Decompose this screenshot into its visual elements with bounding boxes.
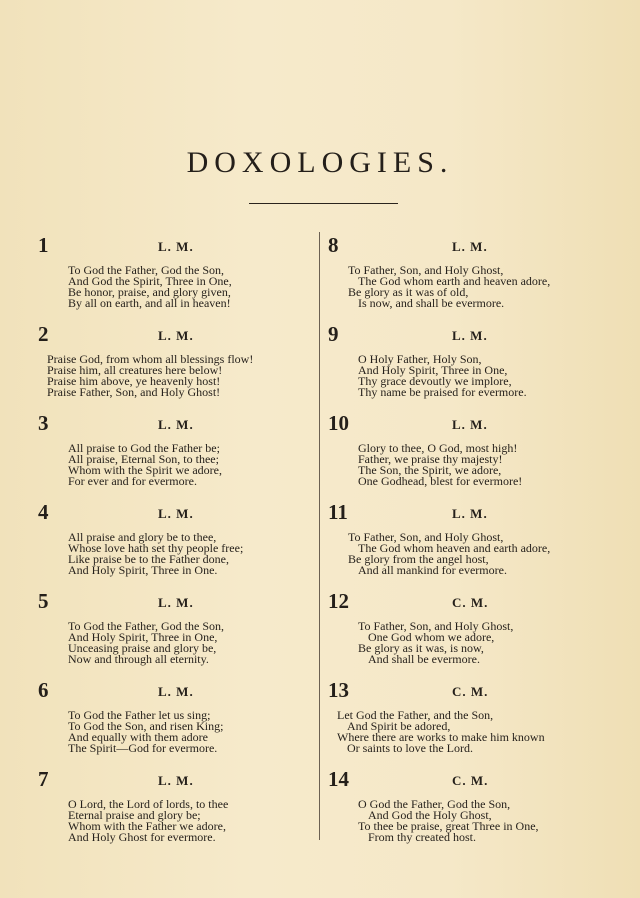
hymn-line: Whom with the Father we adore, <box>68 819 226 833</box>
hymn-line: O Holy Father, Holy Son, <box>358 352 482 366</box>
hymn-line: The God whom heaven and earth adore, <box>358 541 551 555</box>
hymn-line: The Son, the Spirit, we adore, <box>358 463 502 477</box>
hymn-line: Is now, and shall be evermore. <box>358 296 505 310</box>
hymn-line: To Father, Son, and Holy Ghost, <box>348 530 504 544</box>
hymn-line: And Holy Spirit, Three in One. <box>68 563 218 577</box>
hymn-meter: C. M. <box>452 773 489 788</box>
hymn-meter: C. M. <box>452 684 489 699</box>
hymn-line: All praise to God the Father be; <box>68 441 220 455</box>
hymn-meter: L. M. <box>452 506 488 521</box>
hymn-line: And all mankind for evermore. <box>358 563 507 577</box>
hymn-meter: L. M. <box>452 239 488 254</box>
hymn-line: All praise, Eternal Son, to thee; <box>68 452 219 466</box>
hymn-line: Let God the Father, and the Son, <box>337 708 494 722</box>
hymn-number: 8 <box>328 233 339 257</box>
hymn-line: Thy name be praised for evermore. <box>358 385 527 399</box>
hymn-number: 14 <box>328 767 349 791</box>
hymn-line: One God whom we adore, <box>368 630 495 644</box>
hymn-number: 7 <box>38 767 49 791</box>
hymn-line: Whom with the Spirit we adore, <box>68 463 222 477</box>
hymn-number: 2 <box>38 322 49 346</box>
hymn-line: And God the Holy Ghost, <box>368 808 492 822</box>
hymn-line: And God the Spirit, Three in One, <box>68 274 232 288</box>
hymn-line: To God the Son, and risen King; <box>68 719 224 733</box>
hymn-line: Like praise be to the Father done, <box>68 552 229 566</box>
hymn-number: 3 <box>38 411 49 435</box>
hymn-line: Father, we praise thy majesty! <box>358 452 503 466</box>
hymn-line: Be honor, praise, and glory given, <box>68 285 231 299</box>
hymn-line: To thee be praise, great Three in One, <box>358 819 539 833</box>
hymn-line: For ever and for evermore. <box>68 474 197 488</box>
hymn-meter: L. M. <box>452 417 488 432</box>
hymn-line: The God whom earth and heaven adore, <box>358 274 551 288</box>
hymn-line: Now and through all eternity. <box>68 652 209 666</box>
hymn-line: To Father, Son, and Holy Ghost, <box>358 619 514 633</box>
hymn-line: To Father, Son, and Holy Ghost, <box>348 263 504 277</box>
hymn-line: And Holy Spirit, Three in One, <box>68 630 218 644</box>
hymn-line: And shall be evermore. <box>368 652 480 666</box>
hymn-meter: L. M. <box>452 328 488 343</box>
hymn-number: 13 <box>328 678 349 702</box>
hymn-number: 6 <box>38 678 49 702</box>
column-divider <box>319 232 320 840</box>
hymn-line: And Holy Spirit, Three in One, <box>358 363 508 377</box>
hymn-meter: L. M. <box>158 417 194 432</box>
hymn-meter: C. M. <box>452 595 489 610</box>
hymn-line: To God the Father, God the Son, <box>68 619 224 633</box>
hymn-line: O God the Father, God the Son, <box>358 797 511 811</box>
hymn-meter: L. M. <box>158 328 194 343</box>
hymn-line: And Spirit be adored, <box>347 719 451 733</box>
hymn-line: Thy grace devoutly we implore, <box>358 374 512 388</box>
hymn-line: Be glory as it was, is now, <box>358 641 484 655</box>
hymn-meter: L. M. <box>158 773 194 788</box>
hymn-line: Glory to thee, O God, most high! <box>358 441 518 455</box>
hymn-line: Unceasing praise and glory be, <box>68 641 217 655</box>
hymn-line: Praise God, from whom all blessings flow! <box>47 352 254 366</box>
hymn-meter: L. M. <box>158 684 194 699</box>
hymn-line: O Lord, the Lord of lords, to thee <box>68 797 229 811</box>
hymn-number: 1 <box>38 233 49 257</box>
title-rule <box>249 203 398 204</box>
hymn-meter: L. M. <box>158 595 194 610</box>
hymn-meter: L. M. <box>158 239 194 254</box>
page-title: DOXOLOGIES. <box>186 146 454 179</box>
hymn-line: From thy created host. <box>368 830 476 844</box>
hymn-line: Be glory from the angel host, <box>348 552 489 566</box>
hymn-number: 5 <box>38 589 49 613</box>
hymn-line: Or saints to love the Lord. <box>347 741 473 755</box>
hymn-line: Praise him, all creatures here below! <box>47 363 223 377</box>
hymn-line: Whose love hath set thy people free; <box>68 541 244 555</box>
hymn-line: To God the Father let us sing; <box>68 708 211 722</box>
hymn-line: Praise Father, Son, and Holy Ghost! <box>47 385 221 399</box>
hymn-line: Be glory as it was of old, <box>348 285 469 299</box>
hymn-number: 11 <box>328 500 348 524</box>
hymn-line: Praise him above, ye heavenly host! <box>47 374 221 388</box>
hymn-line: Where there are works to make him known <box>337 730 545 744</box>
hymn-number: 10 <box>328 411 349 435</box>
hymn-number: 9 <box>328 322 339 346</box>
hymn-line: And equally with them adore <box>68 730 208 744</box>
hymn-number: 4 <box>38 500 49 524</box>
hymn-line: Eternal praise and glory be; <box>68 808 201 822</box>
hymn-meter: L. M. <box>158 506 194 521</box>
hymn-line: And Holy Ghost for evermore. <box>68 830 216 844</box>
hymn-line: One Godhead, blest for evermore! <box>358 474 523 488</box>
hymn-line: The Spirit—God for evermore. <box>68 741 218 755</box>
hymn-line: By all on earth, and all in heaven! <box>68 296 231 310</box>
hymn-number: 12 <box>328 589 349 613</box>
hymn-line: All praise and glory be to thee, <box>68 530 217 544</box>
hymn-line: To God the Father, God the Son, <box>68 263 224 277</box>
